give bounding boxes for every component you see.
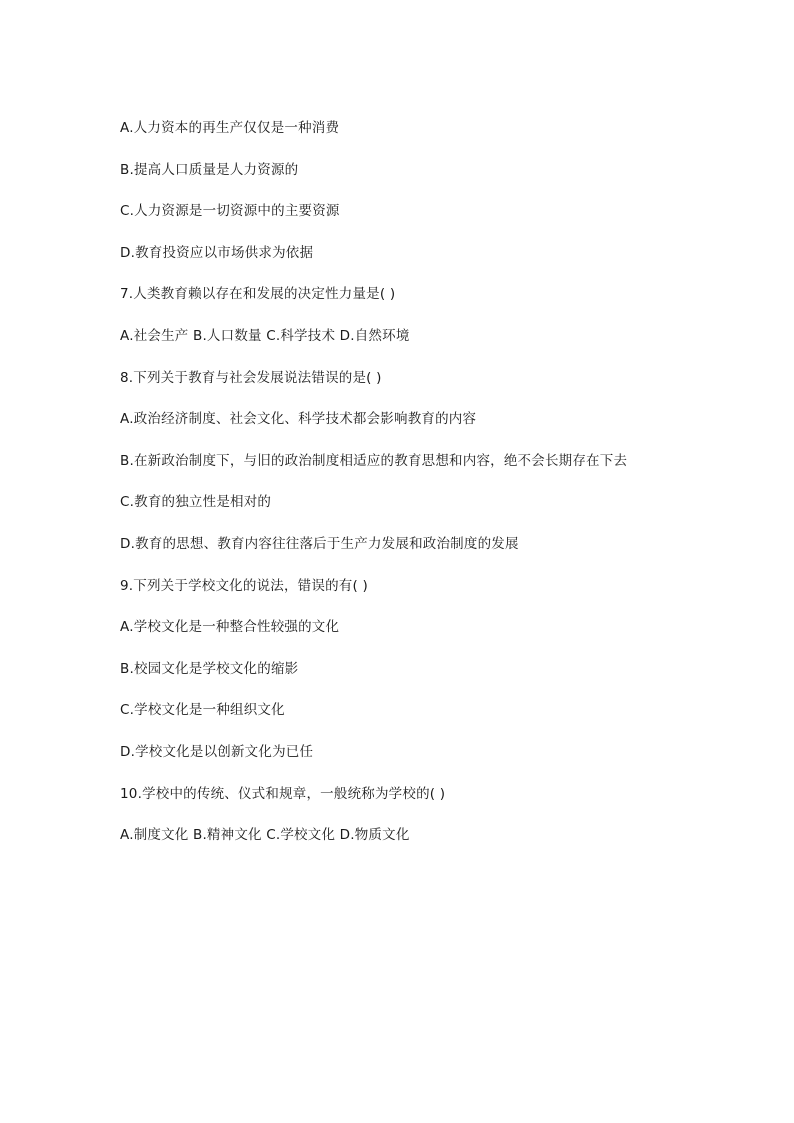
option-b-line: B.提高人口质量是人力资源的 <box>120 161 299 178</box>
question-7-options: A.社会生产 B.人口数量 C.科学技术 D.自然环境 <box>120 327 410 344</box>
question-9-option-b: B.校园文化是学校文化的缩影 <box>120 660 299 677</box>
question-text-block <box>120 116 760 865</box>
question-9-option-a: A.学校文化是一种整合性较强的文化 <box>120 619 340 636</box>
question-9-option-c: C.学校文化是一种组织文化 <box>120 702 285 719</box>
question-10: 10.学校中的传统、仪式和规章，一般统称为学校的( ) <box>120 785 446 802</box>
question-8-option-d: D.教育的思想、教育内容往往落后于生产力发展和政治制度的发展 <box>120 535 519 552</box>
question-8-option-b: B.在新政治制度下，与旧的政治制度相适应的教育思想和内容，绝不会长期存在下去 <box>120 452 628 469</box>
option-a-line: A.人力资本的再生产仅仅是一种消费 <box>120 120 340 136</box>
question-9: 9.下列关于学校文化的说法，错误的有( ) <box>120 577 368 594</box>
question-9-option-d: D.学校文化是以创新文化为已任 <box>120 743 314 760</box>
option-d-line: D.教育投资应以市场供求为依据 <box>120 244 314 261</box>
option-c-line: C.人力资源是一切资源中的主要资源 <box>120 203 340 220</box>
question-7: 7.人类教育赖以存在和发展的决定性力量是( ) <box>120 286 396 303</box>
question-8-option-c: C.教育的独立性是相对的 <box>120 494 272 511</box>
question-8-option-a: A.政治经济制度、社会文化、科学技术都会影响教育的内容 <box>120 411 477 428</box>
question-10-options: A.制度文化 B.精神文化 C.学校文化 D.物质文化 <box>120 827 410 844</box>
question-8: 8.下列关于教育与社会发展说法错误的是( ) <box>120 369 382 386</box>
